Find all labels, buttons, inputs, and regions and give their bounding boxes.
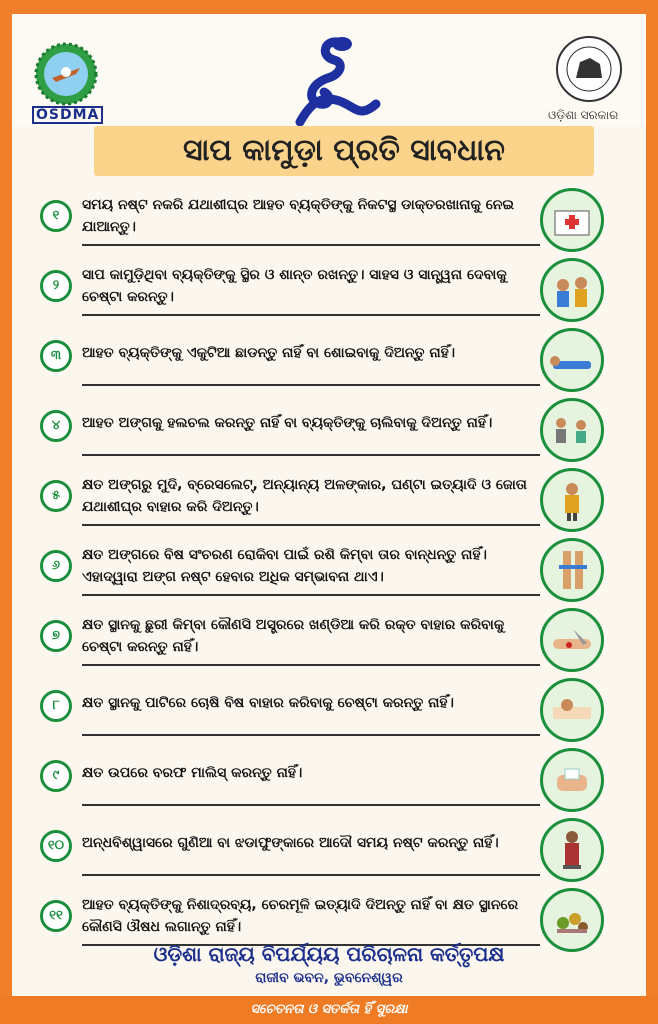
- item-text: ସାପ କାମୁଡ଼ିଥିବା ବ୍ୟକ୍ତିଙ୍କୁ ସ୍ଥିର ଓ ଶାନ୍ତ ରଖନ୍ତୁ। ସାହସ ଓ ସାନ୍ତ୍ୱନା ଦେବାକୁ ଚେଷ୍ଟା କରନ୍ତୁ।: [82, 267, 507, 305]
- poster: [12, 14, 646, 996]
- item-number: ୭: [40, 620, 72, 652]
- divider: [82, 734, 540, 736]
- item-text: ଆହତ ବ୍ୟକ୍ତିଙ୍କୁ ନିଶାଦ୍ରବ୍ୟ, ଚେରମୂଳି ଇତ୍ୟାଦି ଦିଅନ୍ତୁ ନାହିଁ ବା କ୍ଷତ ସ୍ଥାନରେ କୌଣସି ଔଷଧ ଲଗାନ୍ତୁ ନାହିଁ।: [82, 897, 519, 935]
- item-text: କ୍ଷତ ସ୍ଥାନକୁ ପାଟିରେ ଚୋଷି ବିଷ ବାହାର କରିବାକୁ ଚେଷ୍ଟା କରନ୍ତୁ ନାହିଁ।: [82, 695, 454, 711]
- item-number: ୧: [40, 200, 72, 232]
- slogan: ସଚେତନତା ଓ ସତର୍କତା ହିଁ ସୁରକ୍ଷା: [250, 1002, 408, 1017]
- leg-tie-icon: [540, 538, 604, 602]
- title-bar: [94, 126, 594, 176]
- ice-icon: [540, 748, 604, 812]
- item-text: କ୍ଷତ ଅଙ୍ଗରେ ବିଷ ସଂଚରଣ ରୋକିବା ପାଇଁ ରଶି କିମ୍ବା ତାର ବାନ୍ଧନ୍ତୁ ନାହିଁ। ଏହାଦ୍ୱାରା ଅଙ୍ଗ ନଷ୍ଟ ହେବାର ଅଧିକ ସମ୍ଭାବନା ଥାଏ।: [82, 547, 487, 585]
- snake-logo-icon: [280, 34, 390, 132]
- hospital-icon: [540, 188, 604, 252]
- item-number: ୨: [40, 270, 72, 302]
- divider: [82, 524, 540, 526]
- suction-icon: [540, 678, 604, 742]
- item-number: ୮: [40, 690, 72, 722]
- divider: [82, 594, 540, 596]
- item-text: ଅନ୍ଧବିଶ୍ୱାସରେ ଗୁଣିଆ ବା ଝଡାଫୁଙ୍କାରେ ଆଦୌ ସମୟ ନଷ୍ଟ କରନ୍ତୁ ନାହିଁ।: [82, 835, 499, 851]
- divider: [82, 244, 540, 246]
- divider: [82, 384, 540, 386]
- item-number: ୧୧: [40, 900, 72, 932]
- witch-doctor-icon: [540, 818, 604, 882]
- divider: [82, 314, 540, 316]
- item-number: ୬: [40, 550, 72, 582]
- comfort-icon: [540, 258, 604, 322]
- item-text: ଆହତ ବ୍ୟକ୍ତିଙ୍କୁ ଏକୁଟିଆ ଛାଡନ୍ତୁ ନାହିଁ ବା ଶୋଇବାକୁ ଦିଅନ୍ତୁ ନାହିଁ।: [82, 345, 456, 361]
- remove-jewelry-icon: [540, 468, 604, 532]
- header: [12, 14, 646, 126]
- item-number: ୩: [40, 340, 72, 372]
- item-number: ୪: [40, 410, 72, 442]
- osdma-label: OSDMA: [32, 106, 103, 124]
- knife-cut-icon: [540, 608, 604, 672]
- divider: [82, 454, 540, 456]
- page-title: ସାପ କାମୁଡ଼ା ପ୍ରତି ସାବଧାନ: [183, 133, 505, 168]
- divider: [82, 664, 540, 666]
- item-text: କ୍ଷତ ସ୍ଥାନକୁ ଛୁରୀ କିମ୍ବା କୌଣସି ଅସ୍ତ୍ରରେ ଖଣ୍ଡିଆ କରି ରକ୍ତ ବାହାର କରିବାକୁ ଚେଷ୍ଟା କରନ୍ତୁ ନାହିଁ।: [82, 617, 505, 655]
- item-number: ୯: [40, 760, 72, 792]
- item-text: କ୍ଷତ ଉପରେ ବରଫ ମାଲିସ୍ କରନ୍ତୁ ନାହିଁ।: [82, 765, 303, 781]
- item-text: କ୍ଷତ ଅଙ୍ଗରୁ ମୁଦି, ବ୍ରେସଲେଟ୍, ଅନ୍ୟାନ୍ୟ ଅଳଙ୍କାର, ଘଣ୍ଟା ଇତ୍ୟାଦି ଓ ଜୋତା ଯଥାଶୀଘ୍ର ବାହାର କରି ଦିଅନ୍ତୁ।: [82, 477, 527, 515]
- divider: [82, 804, 540, 806]
- footer-address: ରାଜୀବ ଭବନ, ଭୁବନେଶ୍ୱର: [255, 970, 403, 986]
- item-text: ସମୟ ନଷ୍ଟ ନକରି ଯଥାଶୀଘ୍ର ଆହତ ବ୍ୟକ୍ତିଙ୍କୁ ନିକଟସ୍ଥ ଡାକ୍ତରଖାନାକୁ ନେଇ ଯାଆନ୍ତୁ।: [82, 197, 515, 235]
- item-text: ଆହତ ଅଙ୍ଗକୁ ହଲଚଲ କରନ୍ତୁ ନାହିଁ ବା ବ୍ୟକ୍ତିଙ୍କୁ ଚାଲିବାକୁ ଦିଅନ୍ତୁ ନାହିଁ।: [82, 415, 493, 431]
- sitting-people-icon: [540, 398, 604, 462]
- bottom-strip: [0, 996, 658, 1024]
- lying-person-icon: [540, 328, 604, 392]
- govt-label: ଓଡ଼ିଶା ସରକାର: [548, 108, 619, 122]
- footer-organization: ଓଡ଼ିଶା ରାଜ୍ୟ ବିପର୍ଯ୍ୟୟ ପରିଚାଳନା କର୍ତ୍ତୃପକ୍ଷ: [153, 942, 505, 966]
- item-number: ୧୦: [40, 830, 72, 862]
- odisha-emblem-icon: [554, 34, 624, 104]
- divider: [82, 874, 540, 876]
- item-number: ୫: [40, 480, 72, 512]
